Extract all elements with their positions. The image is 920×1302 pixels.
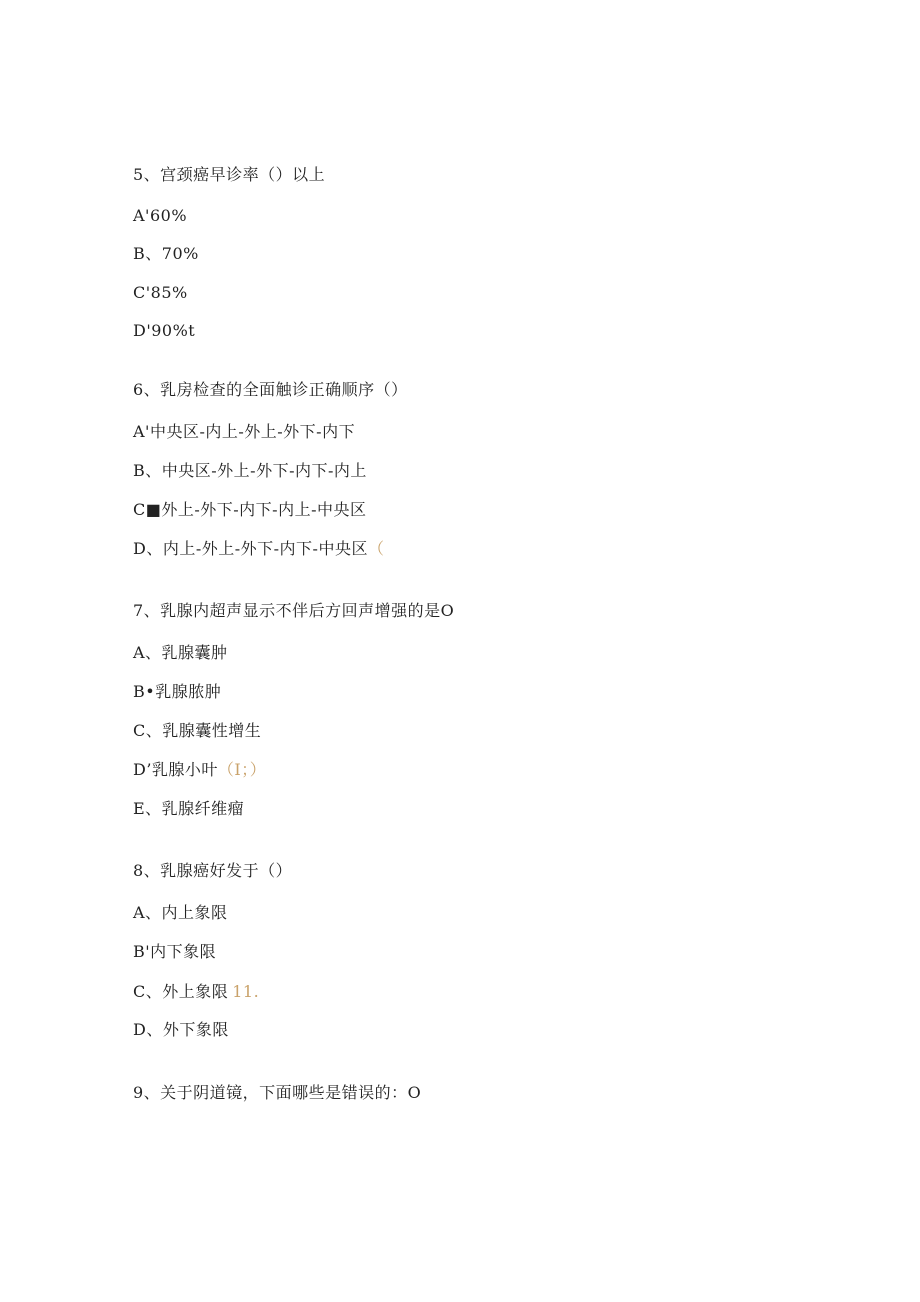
question-6-stem: 6、乳房检查的全面触诊正确顺序（） (133, 380, 408, 399)
question-5-stem: 5、宫颈癌早诊率（）以上 (133, 165, 326, 184)
question-9-stem: 9、关于阴道镜，下面哪些是错误的：O (133, 1083, 422, 1102)
question-8-option-d: D、外下象限 (133, 1020, 229, 1039)
question-5-option-a: A'60% (133, 206, 188, 225)
option-text: D、内上-外上-外下-内下-中央区 (133, 539, 368, 558)
question-6-option-d (133, 539, 384, 559)
margin-note: （ (367, 539, 385, 558)
question-7-option-a: A、乳腺囊肿 (133, 643, 228, 662)
option-text: C、外上象限 (133, 982, 229, 1001)
question-7-option-b: B•乳腺脓肿 (133, 682, 222, 701)
question-8-option-b: B'内下象限 (133, 942, 217, 961)
question-6-option-b: B、中央区-外上-外下-内下-内上 (133, 461, 367, 480)
question-7-option-e: E、乳腺纤维瘤 (133, 799, 245, 818)
question-5-option-b: B、70% (133, 244, 199, 263)
question-7-option-d (133, 760, 266, 780)
question-8-stem: 8、乳腺癌好发于（） (133, 861, 293, 880)
margin-note: （I；） (217, 760, 267, 779)
question-7-option-c: C、乳腺囊性增生 (133, 721, 262, 740)
question-6-option-a: A'中央区-内上-外上-外下-内下 (133, 422, 356, 441)
question-7-stem: 7、乳腺内超声显示不伴后方回声增强的是O (133, 601, 455, 620)
question-8-option-c (133, 982, 259, 1002)
question-5-option-d: D'90%t (133, 321, 196, 340)
margin-note: 11. (232, 982, 260, 1001)
question-5-option-c: C'85% (133, 283, 188, 302)
option-text: D’乳腺小叶 (133, 760, 218, 779)
question-8-option-a: A、内上象限 (133, 903, 228, 922)
question-6-option-c: C■外上-外下-内下-内上-中央区 (133, 500, 367, 519)
